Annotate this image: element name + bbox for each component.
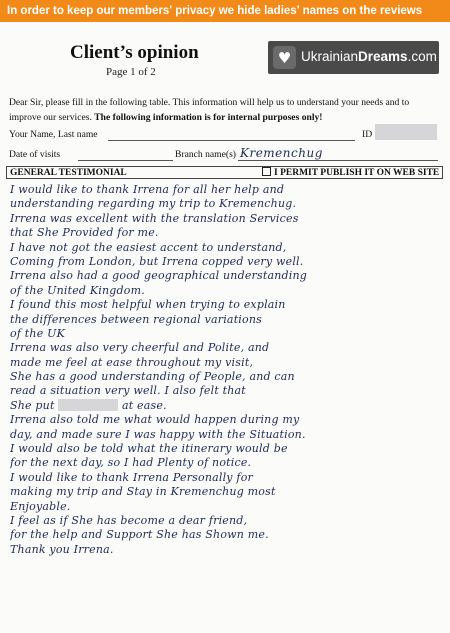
date-underline (78, 160, 173, 161)
scanned-form (0, 22, 450, 633)
testimonial-line: making my trip and Stay in Kremenchug most (10, 485, 276, 499)
logo-text-dreams: Dreams (358, 49, 408, 64)
name-underline (108, 140, 355, 141)
ukrainiandreams-logo (268, 41, 439, 74)
logo-text-ukrainian: Ukrainian (301, 49, 359, 64)
testimonial-line: I would like to thank Irrena for all her help and (10, 183, 285, 196)
id-label: ID (362, 129, 373, 140)
name-redacted (58, 399, 118, 411)
testimonial-line: for the next day, so I had Plenty of notice. (10, 456, 252, 470)
testimonial-line: I have not got the easiest accent to understand, (10, 240, 287, 254)
name-label: Your Name, Last name (9, 129, 98, 140)
branch-label: Branch name(s) (175, 149, 237, 160)
testimonial-line: I feel as if She has become a dear friend, (10, 513, 248, 527)
form-title: Client’s opinion (70, 42, 199, 63)
testimonial-line: Irrena was also very cheerful and Polite, and (10, 341, 270, 355)
general-testimonial-heading: GENERAL TESTIMONIAL (10, 168, 127, 178)
intro-bold-note: The following information is for internal purposes only! (94, 112, 323, 123)
testimonial-header (6, 166, 443, 179)
testimonial-line: She has a good understanding of People, and can (10, 370, 295, 384)
heart-icon: ♥ (273, 46, 296, 69)
testimonial-line: of the United Kingdom. (10, 283, 145, 297)
testimonial-line: Irrena also told me what would happen during my (10, 413, 300, 427)
testimonial-line: Irrena was excellent with the translation Services (10, 211, 299, 225)
testimonial-line: read a situation very well. I also felt that (10, 384, 246, 398)
handwritten-testimonial (10, 183, 440, 557)
testimonial-line (10, 399, 440, 413)
testimonial-line: the differences between regional variations (10, 312, 262, 326)
line-start: She put (10, 398, 55, 412)
testimonial-line: of the UK (10, 326, 65, 340)
testimonial-line: that She Provided for me. (10, 226, 159, 240)
testimonial-line: Thank you Irrena. (10, 542, 114, 556)
permit-publish-option (262, 167, 439, 179)
testimonial-line: made me feel at ease throughout my visit, (10, 355, 254, 369)
line-end: at ease. (121, 398, 167, 412)
testimonial-line: I would also be told what the itinerary would be (10, 442, 288, 456)
intro-text (9, 95, 441, 125)
testimonial-line: I found this most helpful when trying to explain (10, 298, 286, 312)
date-label: Date of visits (9, 149, 61, 160)
intro-paragraph: Dear Sir, please fill in the following table. This information will help us to understand your needs and to improve our services. (9, 97, 410, 123)
testimonial-line: day, and made sure I was happy with the Situation. (10, 427, 306, 441)
privacy-banner: In order to keep our members' privacy we hide ladies' names on the reviews (0, 0, 450, 22)
permit-checkbox (262, 167, 271, 176)
testimonial-line: understanding regarding my trip to Kremenchug. (10, 197, 297, 211)
testimonial-line: Irrena also had a good geographical understanding (10, 269, 307, 283)
page-indicator: Page 1 of 2 (106, 66, 156, 78)
branch-value: Kremenchug (240, 146, 323, 160)
testimonial-line: Coming from London, but Irrena copped very well. (10, 254, 304, 268)
id-redacted (375, 124, 437, 140)
testimonial-line: Enjoyable. (10, 499, 71, 513)
permit-label: I PERMIT PUBLISH IT ON WEB SITE (274, 168, 440, 178)
testimonial-line: I would like to thank Irrena Personally for (10, 470, 253, 484)
logo-text-suffix: .com (407, 49, 437, 64)
branch-underline (238, 160, 438, 161)
testimonial-line: for the help and Support She has Shown me. (10, 528, 269, 542)
